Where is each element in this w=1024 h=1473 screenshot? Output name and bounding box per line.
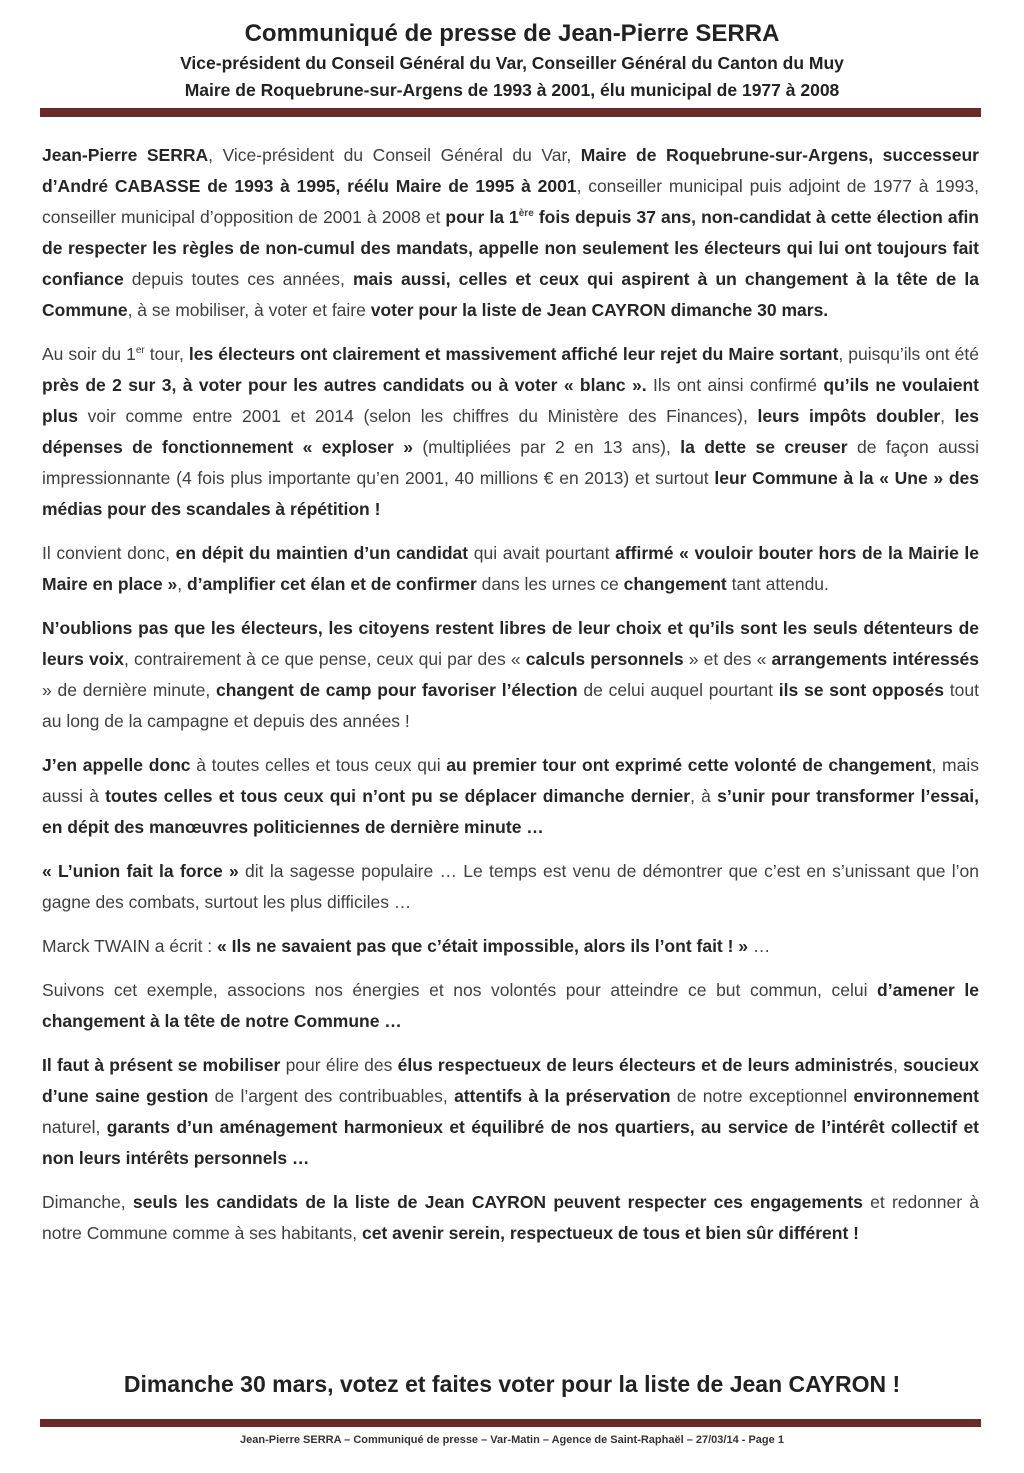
paragraph-text: , puisqu’ils ont été <box>838 344 979 364</box>
header-divider <box>40 108 981 117</box>
paragraph-text: Au soir du 1 <box>42 344 136 364</box>
emphasized-text: attentifs à la préservation <box>454 1086 671 1106</box>
paragraph-text: tout au long de la campagne et depuis des années ! <box>42 680 979 731</box>
paragraph-text: qui avait pourtant <box>468 543 616 563</box>
body-paragraph <box>42 1050 979 1174</box>
press-release-header <box>0 18 1024 104</box>
emphasized-text: soucieux d’une saine gestion <box>42 1055 979 1106</box>
emphasized-text: peuvent respecter ces engagements <box>553 1192 863 1212</box>
closing-call-to-action: Dimanche 30 mars, votez et faites voter pour la liste de Jean CAYRON ! <box>123 1371 901 1397</box>
body-paragraph <box>42 140 979 326</box>
paragraph-text: pour élire des <box>280 1055 398 1075</box>
paragraph-text: , <box>940 406 955 426</box>
paragraph-text: de façon aussi impressionnante (4 fois plus importante qu’en 2001, 40 millions € en 2013) et surtout <box>42 437 979 488</box>
emphasized-text: leurs impôts doubler <box>757 406 941 426</box>
emphasized-text: la dette se creuser <box>680 437 848 457</box>
emphasized-text: fois depuis 37 ans, non-candidat à cette élection afin de respecter les règles de non-cumul des mandats, appelle non seulement les électeurs qui lui ont toujours fait confiance <box>42 207 979 289</box>
emphasized-text: près de 2 sur 3, à voter pour les autres candidats ou à voter « blanc ». <box>42 375 647 395</box>
press-release-body <box>42 140 979 1262</box>
emphasized-text: arrangements intéressés <box>771 649 979 669</box>
paragraph-text: et redonner à notre Commune comme à ses habitants, <box>42 1192 979 1243</box>
emphasized-text: garants d’un aménagement harmonieux et équilibré de nos quartiers, au service de l’intérêt collectif et non leurs intérêts personnels … <box>42 1117 980 1168</box>
paragraph-text: , Vice-président du Conseil Général du Var, <box>208 145 581 165</box>
emphasized-text: qu’ils ne voulaient plus <box>42 375 980 426</box>
paragraph-text: » de dernière minute, <box>42 680 216 700</box>
emphasized-text: environnement <box>853 1086 979 1106</box>
emphasized-text: toutes celles et tous ceux qui n’ont pu se déplacer dimanche dernier <box>105 786 691 806</box>
paragraph-text: depuis toutes ces années, <box>123 269 353 289</box>
emphasized-text: leur Commune à la « Une » des médias pour des scandales à répétition ! <box>42 468 979 519</box>
body-paragraph <box>42 613 979 737</box>
paragraph-text: , conseiller municipal puis adjoint de 1977 à 1993, conseiller municipal d’opposition de 2001 à 2008 et <box>42 176 979 227</box>
paragraph-text: de l’argent des contribuables, <box>208 1086 455 1106</box>
body-paragraph <box>42 975 979 1037</box>
emphasized-text: Il faut à présent se mobiliser <box>42 1055 281 1075</box>
emphasized-text: changent de camp pour favoriser l’élection <box>215 680 578 700</box>
emphasized-text: Maire de Roquebrune-sur-Argens, successeur d’André CABASSE de 1993 à 1995, réélu Maire de 1995 à 2001 <box>42 145 979 196</box>
paragraph-text: … <box>748 936 771 956</box>
emphasized-text: cet avenir serein, respectueux de tous et bien sûr différent ! <box>362 1223 859 1243</box>
paragraph-text: de notre exceptionnel <box>670 1086 854 1106</box>
paragraph-text: dans les urnes ce <box>476 574 624 594</box>
emphasized-text: J’en appelle donc <box>42 755 191 775</box>
emphasized-text: changement <box>623 574 727 594</box>
paragraph-text: Suivons cet exemple, associons nos énergies et nos volontés pour atteindre ce but commun, celui <box>42 980 878 1000</box>
body-paragraph <box>42 538 979 600</box>
paragraph-text: tour, <box>144 344 189 364</box>
page-footer: Jean-Pierre SERRA – Communiqué de presse – Var-Matin – Agence de Saint-Raphaël – 27/03/14 - Page 1 <box>240 1434 784 1446</box>
emphasized-text: seuls les candidats de la liste de Jean CAYRON <box>132 1192 547 1212</box>
paragraph-text: (multipliées par 2 en 13 ans), <box>412 437 681 457</box>
emphasized-text: pour la 1 <box>445 207 519 227</box>
emphasized-text: les dépenses de fonctionnement « exploser » <box>42 406 979 457</box>
emphasized-text: élus respectueux de leurs électeurs et de leurs administrés <box>397 1055 893 1075</box>
paragraph-text: Marck TWAIN a écrit : <box>42 936 218 956</box>
emphasized-text: calculs personnels <box>525 649 684 669</box>
paragraph-text: Dimanche, <box>42 1192 133 1212</box>
paragraph-text: naturel, <box>42 1117 107 1137</box>
emphasized-text: au premier tour ont exprimé cette volonté de changement <box>446 755 932 775</box>
paragraph-text: , à se mobiliser, à voter et faire <box>127 300 371 320</box>
paragraph-text: er <box>135 345 145 357</box>
paragraph-text: » et des « <box>683 649 772 669</box>
paragraph-text: de celui auquel pourtant <box>577 680 779 700</box>
body-paragraph <box>42 750 979 843</box>
paragraph-text: , contrairement à ce que pense, ceux qui par des « <box>123 649 526 669</box>
body-paragraph <box>42 856 979 918</box>
paragraph-text: voir comme entre 2001 et 2014 (selon les chiffres du Ministère des Finances), <box>77 406 758 426</box>
emphasized-text: Jean-Pierre SERRA <box>42 145 209 165</box>
paragraph-text: , à <box>690 786 718 806</box>
emphasized-text: s’unir pour transformer l’essai, en dépit des manœuvres politiciennes de dernière minute … <box>42 786 979 837</box>
document-title: Communiqué de presse de Jean-Pierre SERRA <box>244 20 780 47</box>
emphasized-text: ils se sont opposés <box>778 680 944 700</box>
footer-divider <box>40 1419 981 1427</box>
emphasized-text: N’oublions pas que les électeurs, les citoyens restent libres de leur choix et qu’ils sont les seuls détenteurs de leurs voix <box>42 618 979 669</box>
emphasized-text: ère <box>518 208 534 220</box>
paragraph-text: Ils ont ainsi confirmé <box>646 375 824 395</box>
paragraph-text: , <box>177 574 187 594</box>
paragraph-text: dit la sagesse populaire … Le temps est venu de démontrer que c’est en s’unissant que l’on gagne des combats, surtout les plus difficiles … <box>42 861 980 912</box>
body-paragraph <box>42 339 979 525</box>
emphasized-text: en dépit du maintien d’un candidat <box>175 543 469 563</box>
paragraph-text: tant attendu. <box>726 574 829 594</box>
paragraph-text: à toutes celles et tous ceux qui <box>190 755 447 775</box>
emphasized-text: mais aussi, celles et ceux qui aspirent à un changement à la tête de la Commune <box>42 269 979 320</box>
emphasized-text: d’amener le changement à la tête de notre Commune … <box>42 980 979 1031</box>
emphasized-text: « L’union fait la force » <box>42 861 239 881</box>
emphasized-text: d’amplifier cet élan et de confirmer <box>186 574 477 594</box>
author-roles: Vice-président du Conseil Général du Var, Conseiller Général du Canton du Muy <box>180 53 844 73</box>
author-history: Maire de Roquebrune-sur-Argens de 1993 à 2001, élu municipal de 1977 à 2008 <box>184 80 840 100</box>
paragraph-text: , mais aussi à <box>42 755 979 806</box>
body-paragraph <box>42 931 979 962</box>
emphasized-text: « Ils ne savaient pas que c’était impossible, alors ils l’ont fait ! » <box>217 936 749 956</box>
emphasized-text: les électeurs ont clairement et massivement affiché leur rejet du Maire sortant <box>188 344 839 364</box>
emphasized-text: affirmé « vouloir bouter hors de la Mairie le Maire en place » <box>42 543 980 594</box>
body-paragraph <box>42 1187 979 1249</box>
paragraph-text: Il convient donc, <box>42 543 176 563</box>
paragraph-text: , <box>893 1055 904 1075</box>
emphasized-text: voter pour la liste de Jean CAYRON dimanche 30 mars. <box>370 300 829 320</box>
